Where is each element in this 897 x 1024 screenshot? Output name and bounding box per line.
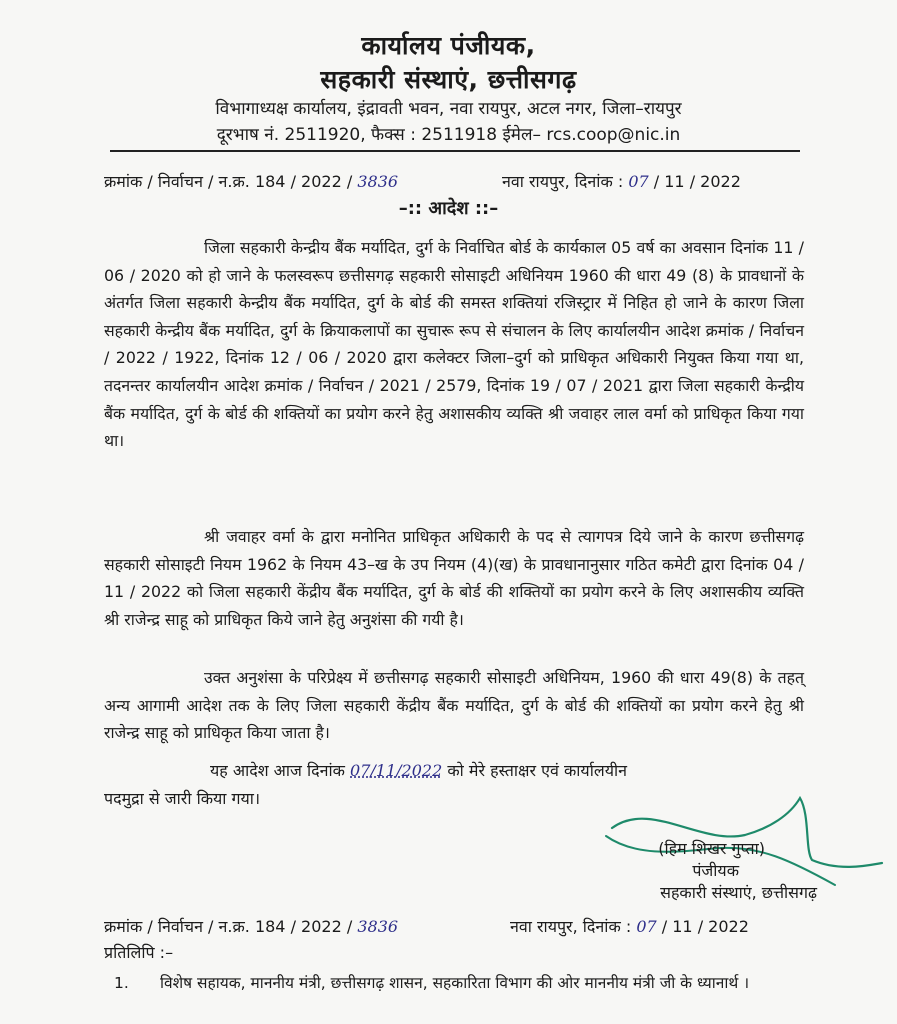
office-address: विभागाध्यक्ष कार्यालय, इंद्रावती भवन, नवा रायपुर, अटल नगर, जिला–रायपुर xyxy=(215,99,682,119)
place-date-prefix: नवा रायपुर, दिनांक : xyxy=(502,172,624,191)
handwritten-day: 07 xyxy=(636,917,657,936)
ref-prefix: क्रमांक / निर्वाचन / न.क्र. 184 / 2022 / xyxy=(104,917,353,936)
ref-handwritten-number: 3836 xyxy=(357,917,399,936)
signatory-org: सहकारी संस्थाएं, छत्तीसगढ़ xyxy=(660,883,817,902)
office-heading: कार्यालय पंजीयक, xyxy=(361,31,536,60)
order-title: –:: आदेश ::– xyxy=(398,198,499,219)
paragraph-1: जिला सहकारी केन्द्रीय बैंक मर्यादित, दुर्ग के निर्वाचित बोर्ड के कार्यकाल 05 वर्ष का अवसान दिनांक 11 / 06 / 2020 को हो जाने के फलस्वरूप छत्तीसगढ़ सहकारी सोसाइटी अधिनियम 1960 की धारा 49 (8) के प्रावधानों के अंतर्गत जिला सहकारी केन्द्रीय बैंक मर्यादित, दुर्ग के बोर्ड की समस्त शक्तियां रजिस्ट्रार में निहित हो जाने के कारण जिला सहकारी केन्द्रीय बैंक मर्यादित, दुर्ग के क्रियाकलापों का सुचारू रूप से संचालन के लिए कार्यालयीन आदेश क्रमांक / निर्वाचन / 2022 / 1922, दिनांक 12 / 06 / 2020 द्वारा कलेक्टर जिला–दुर्ग को प्राधिकृत अधिकारी नियुक्त किया गया था, तदनन्तर कार्यालयीन आदेश क्रमांक / निर्वाचन / 2021 / 2579, दिनांक 19 / 07 / 2021 द्वारा जिला सहकारी केन्द्रीय बैंक मर्यादित, दुर्ग के बोर्ड की शक्तियों का प्रयोग करने हेतु अशासकीय व्यक्ति श्री जवाहर लाल वर्मा को प्राधिकृत किया गया था। xyxy=(104,238,804,451)
office-contact: दूरभाष नं. 2511920, फैक्स : 2511918 ईमेल– rcs.coop@nic.in xyxy=(216,125,681,145)
ref-number-bottom xyxy=(104,915,398,937)
org-heading: सहकारी संस्थाएं, छत्तीसगढ़ xyxy=(320,65,577,94)
place-date-prefix: नवा रायपुर, दिनांक : xyxy=(510,917,632,936)
closing-line-2: पदमुद्रा से जारी किया गया। xyxy=(104,789,261,808)
signatory-designation: पंजीयक xyxy=(692,861,739,880)
ref-handwritten-number: 3836 xyxy=(357,172,399,191)
closing-prefix: यह आदेश आज दिनांक xyxy=(210,761,345,780)
signatory-name: (हिम शिखर गुप्ता) xyxy=(658,839,765,858)
handwritten-day: 07 xyxy=(628,172,649,191)
copy-item-text: विशेष सहायक, माननीय मंत्री, छत्तीसगढ़ शासन, सहकारिता विभाग की ओर माननीय मंत्री जी के ध्यानार्थ । xyxy=(160,974,750,992)
copy-item-number: 1. xyxy=(114,974,129,992)
signature-block xyxy=(658,838,817,904)
copy-label: प्रतिलिपि :– xyxy=(104,943,174,962)
paragraph-3: उक्त अनुशंसा के परिप्रेक्ष्य में छत्तीसगढ़ सहकारी सोसाइटी अधिनियम, 1960 की धारा 49(8) के तहत् अन्य आगामी आदेश तक के लिए जिला सहकारी केंद्रीय बैंक मर्यादित, दुर्ग के बोर्ड की शक्तियों का प्रयोग करने हेतु श्री राजेन्द्र साहू को प्राधिकृत किया जाता है। xyxy=(104,668,804,743)
place-date-bottom xyxy=(510,915,749,937)
ref-prefix: क्रमांक / निर्वाचन / न.क्र. 184 / 2022 / xyxy=(104,172,353,191)
paragraph-2: श्री जवाहर वर्मा के द्वारा मनोनित प्राधिकृत अधिकारी के पद से त्यागपत्र दिये जाने के कारण छत्तीसगढ़ सहकारी सोसाइटी नियम 1962 के नियम 43–ख के उप नियम (4)(ख) के प्रावधानानुसार गठित कमेटी द्वारा दिनांक 04 / 11 / 2022 को जिला सहकारी केंद्रीय बैंक मर्यादित, दुर्ग के बोर्ड की शक्तियों का प्रयोग करने के लिए अशासकीय व्यक्ति श्री राजेन्द्र साहू को प्राधिकृत किये जाने हेतु अनुशंसा की गयी है। xyxy=(104,527,804,629)
date-suffix: / 11 / 2022 xyxy=(653,172,741,191)
date-suffix: / 11 / 2022 xyxy=(661,917,749,936)
closing-suffix: को मेरे हस्ताक्षर एवं कार्यालयीन xyxy=(447,761,627,780)
closing-handwritten-date: 07/11/2022 xyxy=(350,761,443,780)
